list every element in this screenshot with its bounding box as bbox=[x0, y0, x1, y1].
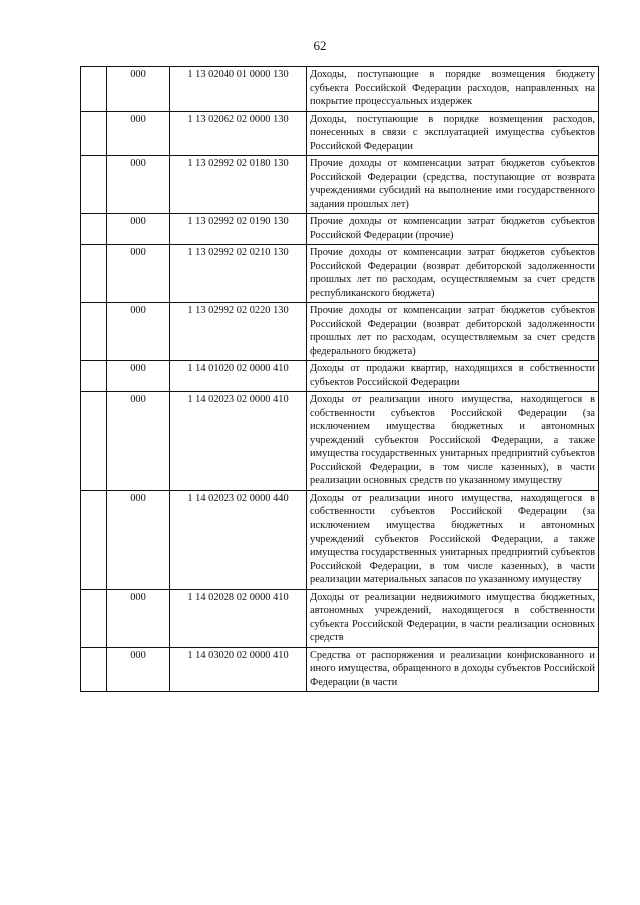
admin-code-cell: 000 bbox=[107, 156, 170, 214]
page-number: 62 bbox=[313, 38, 327, 53]
admin-code-cell: 000 bbox=[107, 392, 170, 491]
table-row bbox=[81, 245, 599, 303]
admin-code-cell: 000 bbox=[107, 67, 170, 112]
budget-code-cell: 1 14 03020 02 0000 410 bbox=[170, 647, 307, 692]
revenue-codes-table bbox=[80, 66, 599, 692]
empty-cell bbox=[81, 490, 107, 589]
empty-cell bbox=[81, 647, 107, 692]
table-row bbox=[81, 361, 599, 392]
table-row bbox=[81, 111, 599, 156]
budget-code-cell: 1 14 02028 02 0000 410 bbox=[170, 589, 307, 647]
budget-code-cell: 1 13 02992 02 0210 130 bbox=[170, 245, 307, 303]
table-row bbox=[81, 214, 599, 245]
empty-cell bbox=[81, 111, 107, 156]
empty-cell bbox=[81, 156, 107, 214]
admin-code-cell: 000 bbox=[107, 490, 170, 589]
admin-code-cell: 000 bbox=[107, 214, 170, 245]
table-row bbox=[81, 303, 599, 361]
description-cell: Прочие доходы от компенсации затрат бюджетов субъектов Российской Федерации (средства, поступающие от возврата учреждениями субсидий на выполнение ими государственного задания прошлых лет) bbox=[307, 156, 599, 214]
empty-cell bbox=[81, 245, 107, 303]
budget-code-cell: 1 14 01020 02 0000 410 bbox=[170, 361, 307, 392]
budget-code-cell: 1 13 02992 02 0220 130 bbox=[170, 303, 307, 361]
description-cell: Доходы, поступающие в порядке возмещения бюджету субъекта Российской Федерации расходов, направленных на покрытие процессуальных издержек bbox=[307, 67, 599, 112]
budget-code-cell: 1 13 02062 02 0000 130 bbox=[170, 111, 307, 156]
admin-code-cell: 000 bbox=[107, 111, 170, 156]
budget-code-cell: 1 14 02023 02 0000 410 bbox=[170, 392, 307, 491]
admin-code-cell: 000 bbox=[107, 589, 170, 647]
budget-code-cell: 1 14 02023 02 0000 440 bbox=[170, 490, 307, 589]
empty-cell bbox=[81, 589, 107, 647]
empty-cell bbox=[81, 361, 107, 392]
description-cell: Доходы от реализации иного имущества, находящегося в собственности субъектов Российской Федерации (за исключением имущества бюджетных и автономных учреждений субъектов Российской Федерации, а также имущества государственных унитарных предприятий субъектов Российской Федерации, в том числе казенных), в части реализации материальных запасов по указанному имуществу bbox=[307, 490, 599, 589]
description-cell: Средства от распоряжения и реализации конфискованного и иного имущества, обращенного в доходы субъектов Российской Федерации (в части bbox=[307, 647, 599, 692]
budget-code-cell: 1 13 02992 02 0190 130 bbox=[170, 214, 307, 245]
budget-code-cell: 1 13 02040 01 0000 130 bbox=[170, 67, 307, 112]
table-row bbox=[81, 647, 599, 692]
admin-code-cell: 000 bbox=[107, 361, 170, 392]
empty-cell bbox=[81, 303, 107, 361]
description-cell: Доходы от реализации недвижимого имущества бюджетных, автономных учреждений, находящегося в собственности субъекта Российской Федерации, в части реализации основных средств bbox=[307, 589, 599, 647]
description-cell: Прочие доходы от компенсации затрат бюджетов субъектов Российской Федерации (возврат дебиторской задолженности прошлых лет по расходам, осуществляемым за счет средств республиканского бюджета) bbox=[307, 245, 599, 303]
table-row bbox=[81, 67, 599, 112]
table-row bbox=[81, 392, 599, 491]
table-row bbox=[81, 490, 599, 589]
description-cell: Прочие доходы от компенсации затрат бюджетов субъектов Российской Федерации (возврат дебиторской задолженности прошлых лет по расходам, осуществляемым за счет средств федерального бюджета) bbox=[307, 303, 599, 361]
description-cell: Доходы от реализации иного имущества, находящегося в собственности субъектов Российской Федерации (за исключением имущества бюджетных и автономных учреждений субъектов Российской Федерации, а также имущества государственных унитарных предприятий субъектов Российской Федерации, в том числе казенных), в части реализации основных средств по указанному имуществу bbox=[307, 392, 599, 491]
admin-code-cell: 000 bbox=[107, 647, 170, 692]
description-cell: Доходы от продажи квартир, находящихся в собственности субъектов Российской Федерации bbox=[307, 361, 599, 392]
budget-code-cell: 1 13 02992 02 0180 130 bbox=[170, 156, 307, 214]
empty-cell bbox=[81, 214, 107, 245]
table-row bbox=[81, 156, 599, 214]
admin-code-cell: 000 bbox=[107, 303, 170, 361]
description-cell: Прочие доходы от компенсации затрат бюджетов субъектов Российской Федерации (прочие) bbox=[307, 214, 599, 245]
table-row bbox=[81, 589, 599, 647]
description-cell: Доходы, поступающие в порядке возмещения расходов, понесенных в связи с эксплуатацией имущества субъектов Российской Федерации bbox=[307, 111, 599, 156]
empty-cell bbox=[81, 392, 107, 491]
empty-cell bbox=[81, 67, 107, 112]
admin-code-cell: 000 bbox=[107, 245, 170, 303]
